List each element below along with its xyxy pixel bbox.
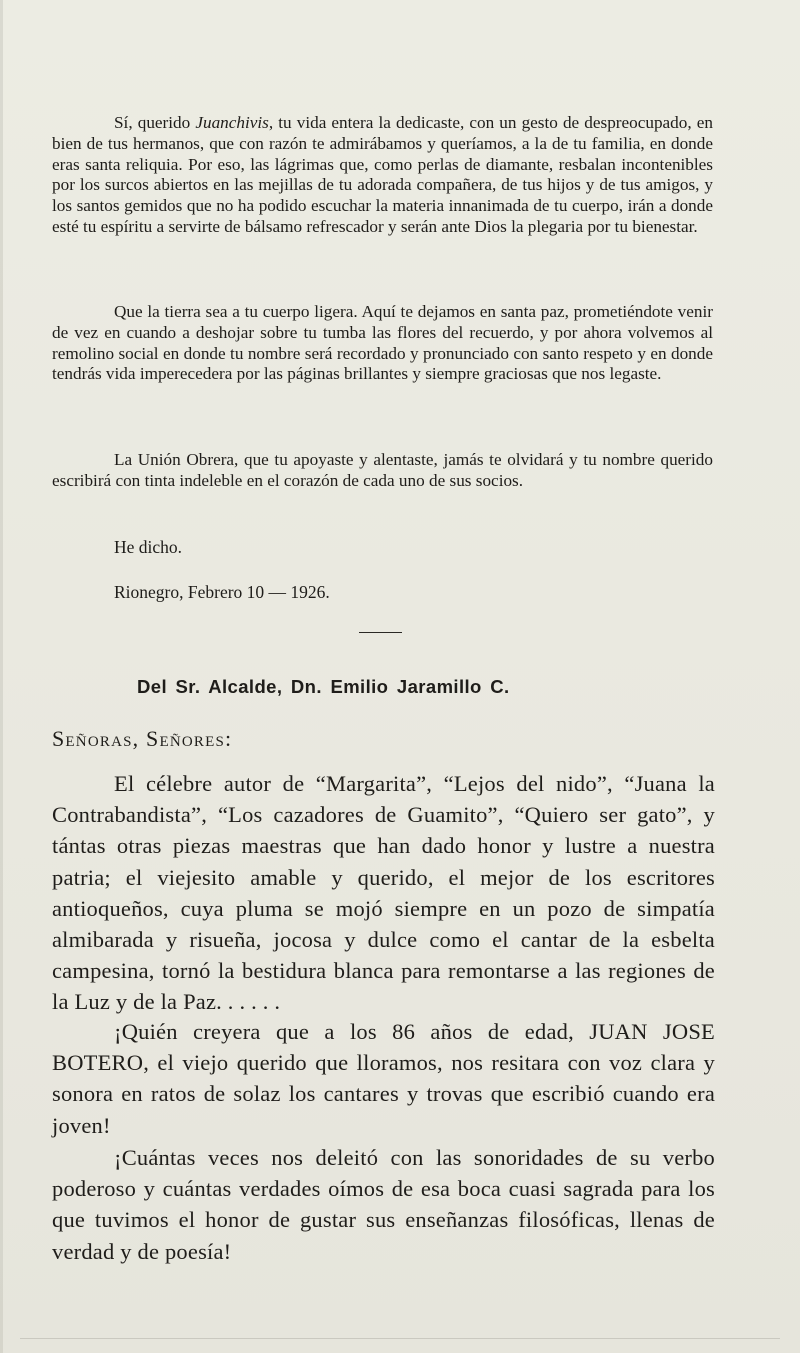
place-date-line: Rionegro, Febrero 10 — 1926. [114, 582, 330, 602]
page-edge-left-shadow [0, 0, 3, 1353]
speech-paragraph-3: ¡Cuántas veces nos deleitó con las sonoridades de su verbo poderoso y cuántas verdades oímos de esa boca cuasi sagrada para los que tuvimos el honor de gustar sus enseñanzas filosóficas, llenas de verdad y de poesía! [52, 1145, 715, 1264]
paragraph-1-text-start: Sí, querido [114, 113, 196, 132]
speech-salutation: Señoras, Señores: [52, 726, 233, 751]
eulogy-paragraph-2: Que la tierra sea a tu cuerpo ligera. Aquí te dejamos en santa paz, prometiéndote venir de vez en cuando a deshojar sobre tu tumba las flores del recuerdo, y por ahora volvemos al remolino social en donde tu nombre será recordado y pronunciado con santo respeto y en donde tendrás vida imperecedera por las páginas brillantes y siempre graciosas que nos legaste. [52, 302, 713, 384]
section-divider [359, 632, 402, 633]
speech-paragraph-2-start: ¡Quién creyera que a los 86 años de edad, [114, 1019, 590, 1044]
nickname-juanchivis: Juanchivis [195, 113, 269, 132]
paragraph-1-text-rest: , tu vida entera la dedicaste, con un gesto de despreocupado, en bien de tus hermanos, que con razón te admirábamos y queríamos, a la de tu familia, en donde eras santa reliquia. Por eso, las lágrimas que, como perlas de diamante, resbalan incontenibles por los surcos abiertos en las mejillas de tu adorada compañera, de tus hijos y de tus amigos, y los santos gemidos que no ha podido escuchar la materia innanimada de tu cuerpo, irán a donde esté tu espíritu a servirte de bálsamo refrescador y serán ante Dios la plegaria por tu bienestar. [52, 113, 713, 236]
speech-paragraph-1: El célebre autor de “Margarita”, “Lejos del nido”, “Juana la Contrabandista”, “Los cazadores de Guamito”, “Quiero ser gato”, y tántas otras piezas maestras que han dado honor y lustre a nuestra patria; el viejesito amable y querido, el mejor de los escritores antioqueños, cuya pluma se mojó siempre en un pozo de simpatía almibarada y risueña, jocosa y dulce como el cantar de la esbelta campesina, tornó la bestidura blanca para remontarse a las regiones de la Luz y de la Paz. . . . . . [52, 771, 715, 1015]
closing-line: He dicho. [114, 537, 183, 557]
honoree-name: JUAN JOSE BOTERO [52, 1019, 715, 1076]
eulogy-paragraph-1 [52, 113, 713, 238]
speech-heading: Del Sr. Alcalde, Dn. Emilio Jaramillo C. [137, 676, 510, 697]
eulogy-paragraph-3: La Unión Obrera, que tu apoyaste y alentaste, jamás te olvidará y tu nombre querido escribirá con tinta indeleble en el corazón de cada uno de sus socios. [52, 450, 713, 490]
speech-paragraph-2 [52, 1016, 715, 1141]
speech-paragraph-2-rest: , el viejo querido que lloramos, nos resitara con voz clara y sonora en ratos de solaz los cantares y trovas que escribió cuando era joven! [52, 1050, 715, 1138]
page-edge-bottom-line [20, 1338, 780, 1339]
